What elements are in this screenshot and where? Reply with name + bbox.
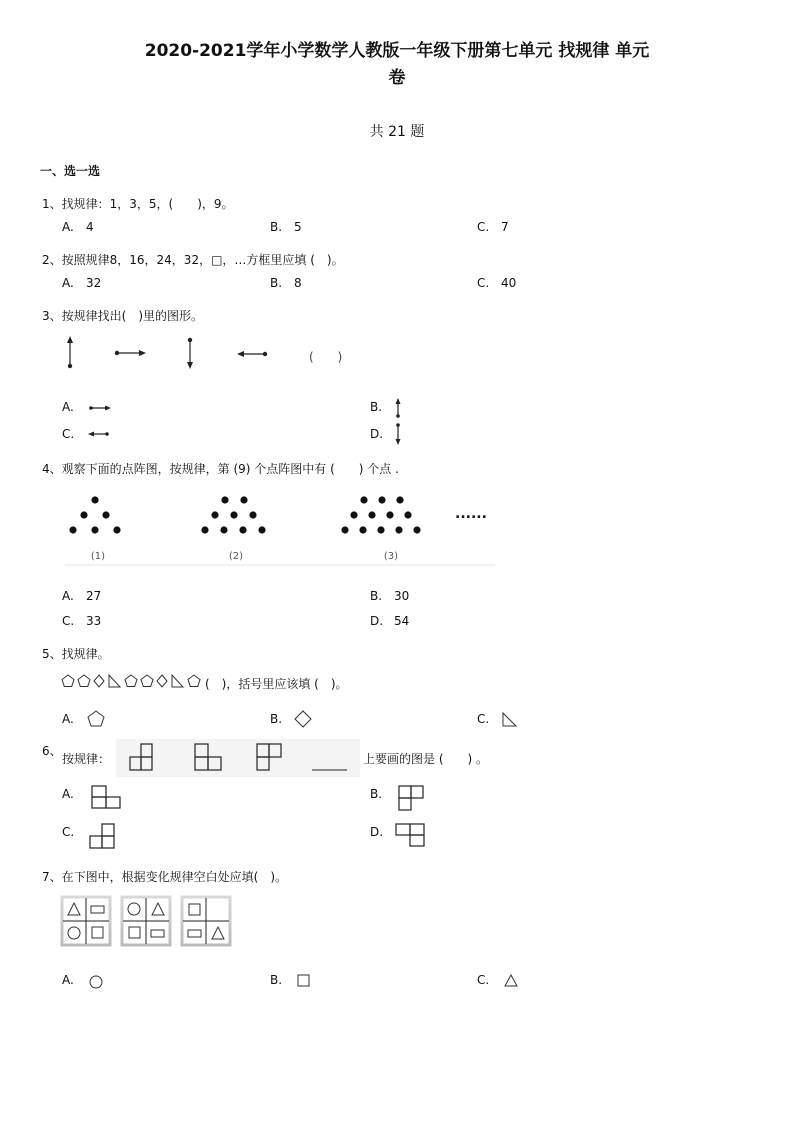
option-label: C. (62, 614, 75, 628)
q5-question-text: ( )，括号里应该填 ( )。 (205, 677, 348, 691)
section-heading: 一、选一选 (40, 164, 101, 178)
option-label: C. (62, 427, 75, 441)
arrow-down-icon (187, 338, 193, 369)
q6-option-a[interactable] (62, 787, 86, 801)
arrow-left-icon (86, 428, 112, 440)
triangle-icon (501, 711, 519, 729)
q6-number: 6、 (42, 744, 62, 758)
option-value: 8 (294, 276, 302, 290)
q1-option-b[interactable] (270, 220, 302, 234)
question-count: 共 21 题 (369, 124, 425, 140)
q6-prefix: 按规律： (62, 752, 111, 766)
option-label: C. (477, 973, 490, 987)
option-label: B. (270, 973, 283, 987)
q2-option-a[interactable] (62, 276, 101, 290)
continuation-dots: ...... (455, 506, 487, 522)
dot-pattern-figure (55, 488, 500, 568)
shape-sequence-figure (60, 673, 205, 691)
arrow-down-icon (392, 421, 404, 447)
rectangle-icon (91, 906, 104, 913)
block-option-d-icon (395, 823, 427, 849)
option-value: 30 (394, 589, 410, 603)
arrow-up-icon (67, 336, 73, 368)
option-value: 32 (86, 276, 102, 290)
option-label: D. (370, 427, 384, 441)
option-label: A. (62, 712, 74, 726)
fig-label-2: (2) (228, 551, 244, 562)
q1-option-c[interactable] (477, 220, 509, 234)
q6-option-d[interactable] (370, 825, 394, 839)
q3-blank: ( ) (309, 350, 343, 364)
square-icon (129, 927, 140, 938)
option-label: B. (370, 589, 383, 603)
diamond-icon (293, 709, 313, 729)
block-option-b-icon (398, 785, 426, 813)
option-label: B. (370, 400, 383, 414)
q3-option-c[interactable] (62, 427, 86, 441)
pentagon-icon (141, 675, 153, 687)
block-option-c-icon (89, 823, 117, 851)
rectangle-icon (188, 930, 201, 937)
q3-option-d[interactable] (370, 427, 394, 441)
q3-option-a[interactable] (62, 400, 86, 414)
diamond-icon (157, 675, 167, 687)
option-label: B. (270, 276, 283, 290)
q4-option-c[interactable] (62, 614, 101, 628)
triangle-icon (152, 903, 164, 915)
grid-panel-1 (62, 897, 110, 945)
option-label: A. (62, 589, 74, 603)
arrow-left-icon (237, 351, 267, 357)
dot-pattern-3 (341, 496, 420, 533)
square-icon (92, 927, 103, 938)
grid-panel-2 (122, 897, 170, 945)
fig-label-1: (1) (90, 551, 106, 562)
q4-option-b[interactable] (370, 589, 409, 603)
q7-option-c[interactable] (477, 973, 501, 987)
circle-icon (128, 903, 140, 915)
page-title (0, 38, 794, 92)
question-1: 1、找规律：1，3，5，( )，9。 (42, 197, 234, 211)
option-label: D. (370, 614, 384, 628)
question-5: 5、找规律。 (42, 647, 110, 661)
q2-option-b[interactable] (270, 276, 302, 290)
option-value: 7 (501, 220, 509, 234)
option-label: B. (370, 787, 383, 801)
q4-option-d[interactable] (370, 614, 409, 628)
q2-option-c[interactable] (477, 276, 516, 290)
option-label: A. (62, 220, 74, 234)
q1-option-a[interactable] (62, 220, 94, 234)
q6-suffix: 上要画的图是 ( ) 。 (363, 752, 488, 766)
q4-option-a[interactable] (62, 589, 101, 603)
rectangle-icon (151, 930, 164, 937)
circle-icon (68, 927, 80, 939)
q6-option-c[interactable] (62, 825, 86, 839)
option-label: B. (270, 220, 283, 234)
grid-panel-3 (182, 897, 230, 945)
square-icon (189, 904, 200, 915)
arrow-up-icon (392, 396, 404, 420)
option-label: C. (477, 276, 490, 290)
question-3: 3、按规律找出( )里的图形。 (42, 309, 203, 323)
option-label: A. (62, 276, 74, 290)
title-line-2: 卷 (388, 68, 406, 88)
arrow-right-icon (115, 350, 146, 356)
option-value: 54 (394, 614, 410, 628)
triangle-icon (172, 675, 183, 687)
arrow-right-icon (88, 402, 114, 414)
q5-option-c[interactable] (477, 712, 501, 726)
question-4: 4、观察下面的点阵图，按规律，第 (9) 个点阵图中有 ( ) 个点 . (42, 462, 399, 476)
q7-option-b[interactable] (270, 973, 294, 987)
grid-pattern-figure (60, 895, 235, 950)
option-value: 40 (501, 276, 517, 290)
option-label: C. (62, 825, 75, 839)
pentagon-icon (125, 675, 137, 687)
option-label: C. (477, 220, 490, 234)
option-label: A. (62, 973, 74, 987)
pentagon-icon (62, 675, 74, 687)
triangle-icon (212, 927, 224, 939)
question-7: 7、在下图中，根据变化规律空白处应填( )。 (42, 870, 287, 884)
pentagon-icon (188, 675, 200, 687)
option-label: B. (270, 712, 283, 726)
q3-option-b[interactable] (370, 400, 394, 414)
block-sequence-figure (116, 739, 360, 777)
q7-option-a[interactable] (62, 973, 86, 987)
fig-label-3: (3) (383, 551, 399, 562)
q5-option-a[interactable] (62, 712, 86, 726)
pentagon-icon (86, 709, 106, 729)
dot-pattern-1 (69, 496, 120, 533)
option-value: 27 (86, 589, 102, 603)
triangle-icon (68, 903, 80, 915)
q5-option-b[interactable] (270, 712, 294, 726)
dot-pattern-2 (201, 496, 265, 533)
circle-icon (88, 974, 104, 990)
option-value: 4 (86, 220, 94, 234)
q6-option-b[interactable] (370, 787, 394, 801)
option-label: A. (62, 787, 74, 801)
option-value: 33 (86, 614, 102, 628)
block-option-a-icon (91, 785, 123, 811)
option-label: C. (477, 712, 490, 726)
triangle-icon (109, 675, 120, 687)
pentagon-icon (78, 675, 90, 687)
question-2: 2、按照规律8，16，24，32，□，…方框里应填 ( )。 (42, 253, 344, 267)
title-line-1: 2020-2021学年小学数学人教版一年级下册第七单元 找规律 单元 (144, 41, 650, 61)
square-icon (296, 973, 312, 989)
option-label: D. (370, 825, 384, 839)
diamond-icon (94, 675, 104, 687)
triangle-icon (503, 973, 519, 989)
option-value: 5 (294, 220, 302, 234)
option-label: A. (62, 400, 74, 414)
